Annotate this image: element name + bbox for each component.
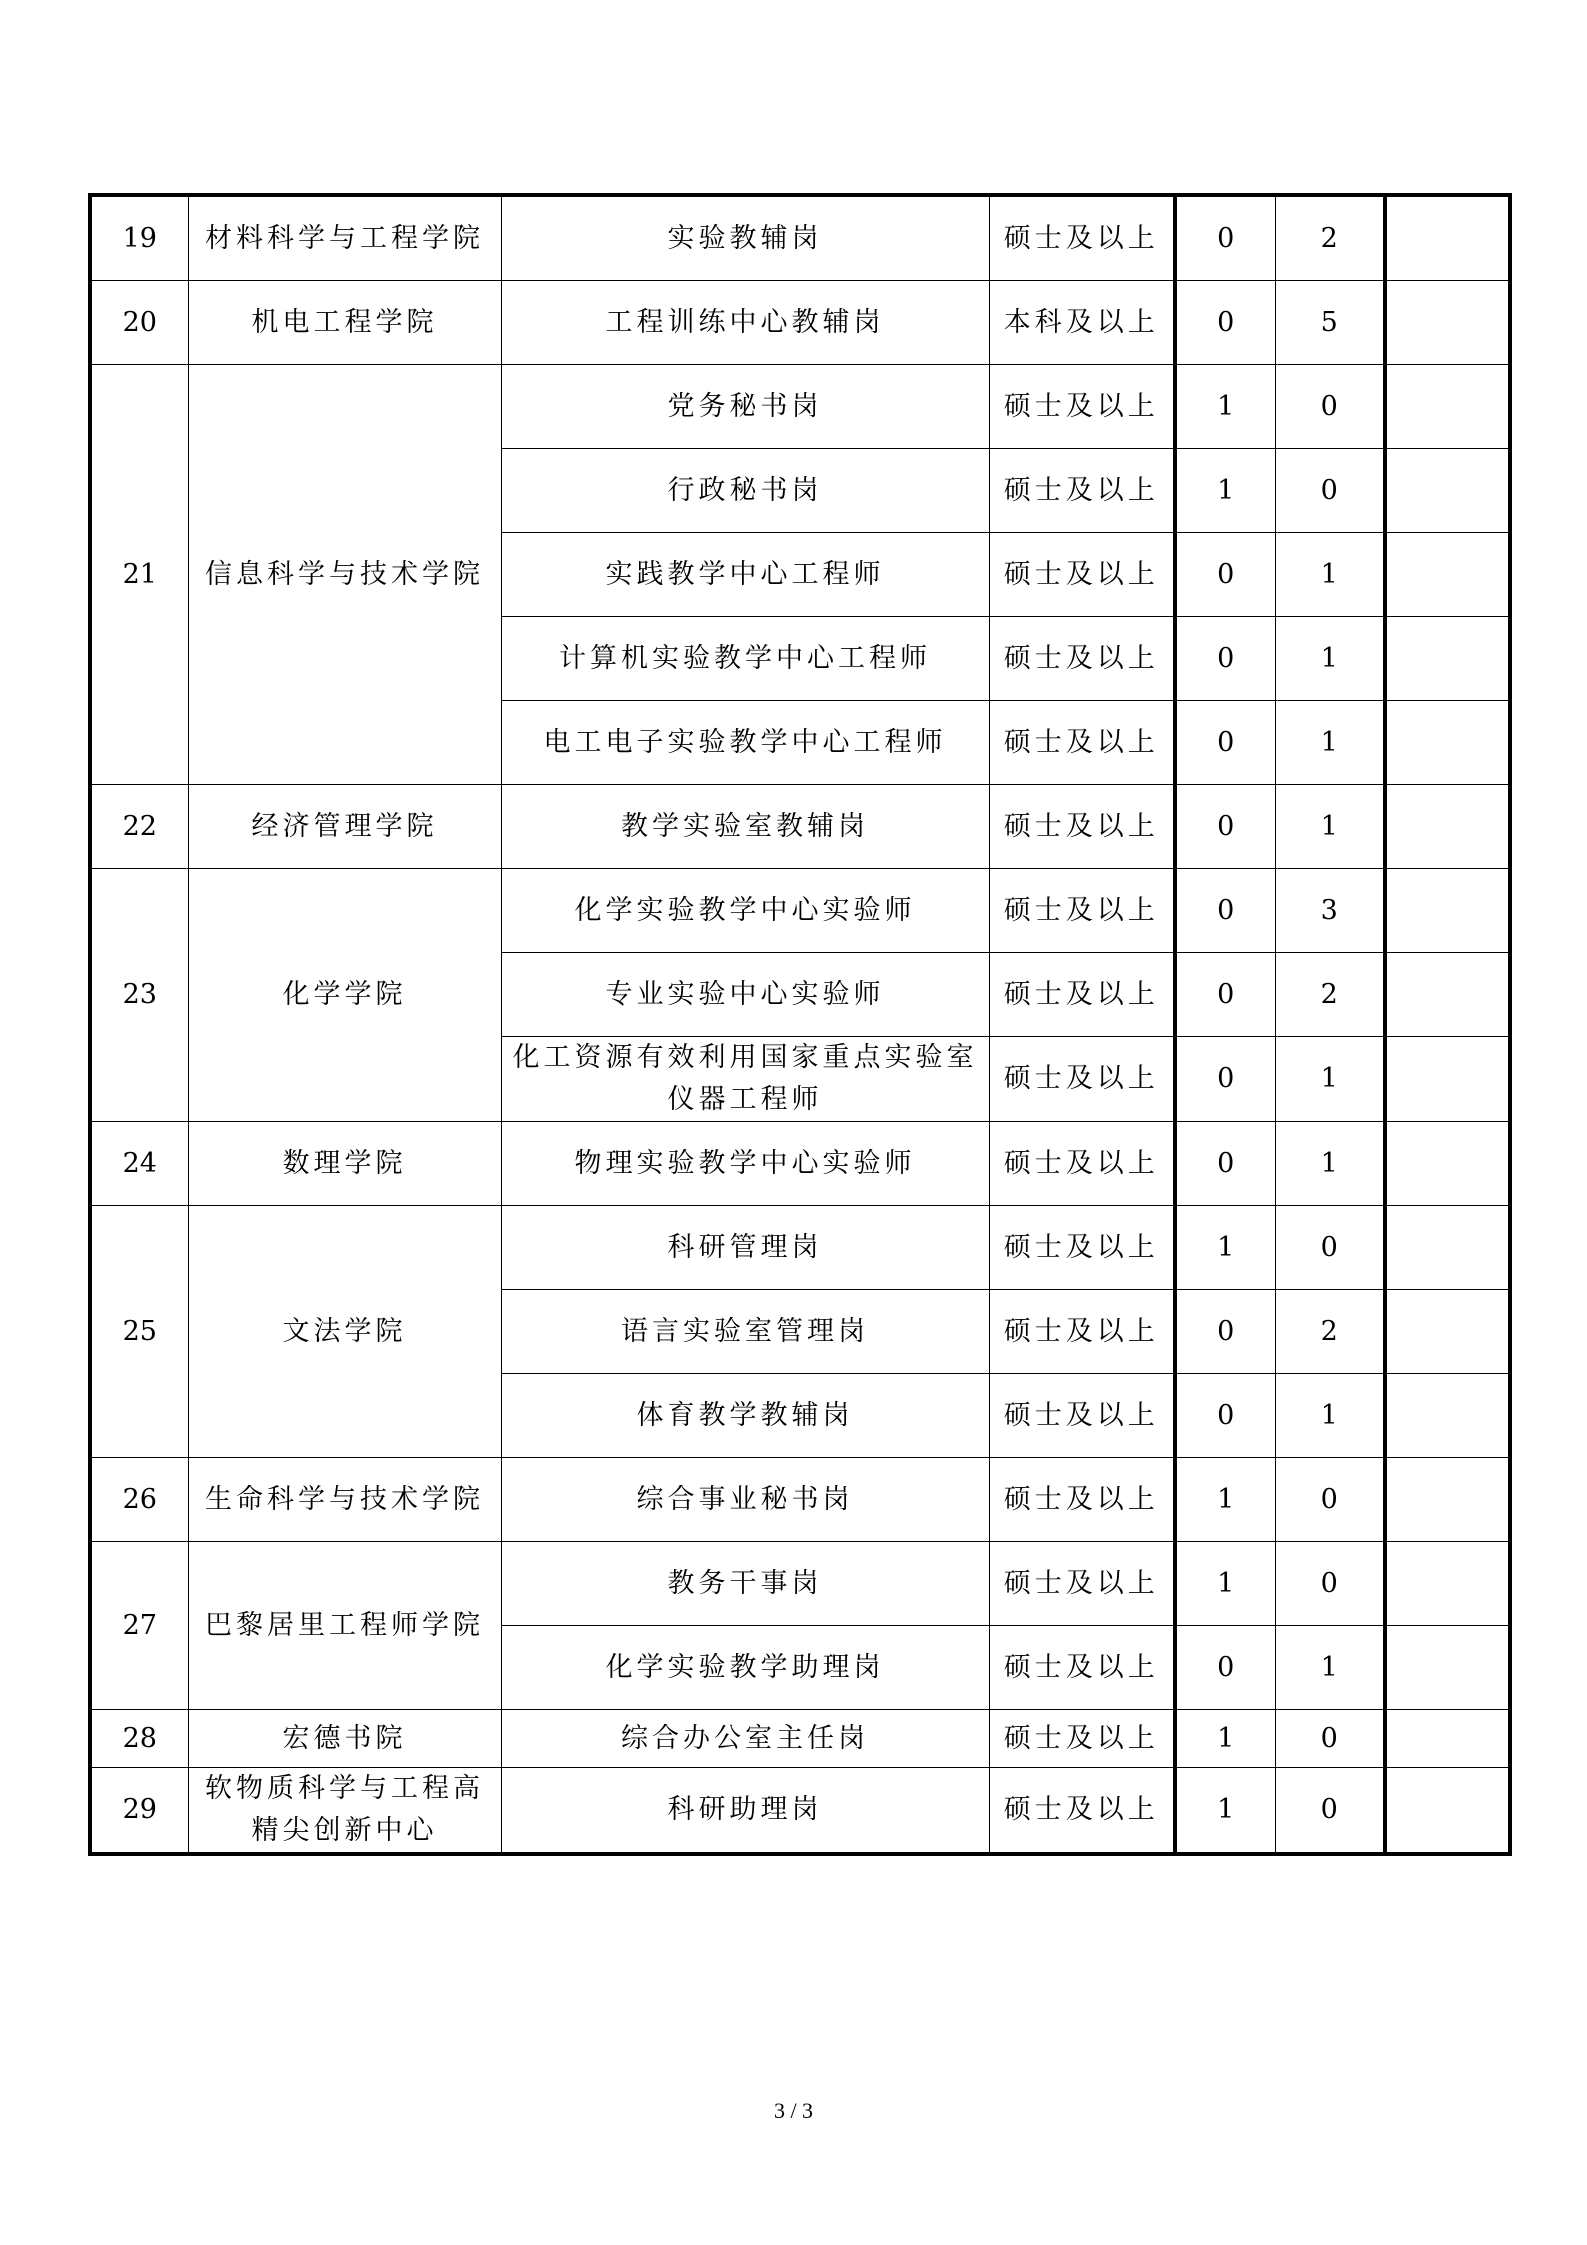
remark-cell — [1385, 1122, 1510, 1206]
count-cell-1: 1 — [1175, 1768, 1275, 1855]
college-cell: 宏德书院 — [188, 1710, 501, 1768]
row-number: 23 — [90, 869, 188, 1122]
post-cell: 计算机实验教学中心工程师 — [501, 617, 989, 701]
remark-cell — [1385, 1037, 1510, 1122]
row-number: 28 — [90, 1710, 188, 1768]
count-cell-1: 0 — [1175, 281, 1275, 365]
remark-cell — [1385, 365, 1510, 449]
education-cell: 本科及以上 — [989, 281, 1175, 365]
count-cell-1: 1 — [1175, 1206, 1275, 1290]
count-cell-2: 1 — [1275, 1122, 1385, 1206]
post-cell: 综合事业秘书岗 — [501, 1458, 989, 1542]
education-cell: 硕士及以上 — [989, 1626, 1175, 1710]
row-number: 26 — [90, 1458, 188, 1542]
count-cell-2: 0 — [1275, 449, 1385, 533]
count-cell-2: 1 — [1275, 617, 1385, 701]
count-cell-2: 2 — [1275, 195, 1385, 281]
count-cell-2: 1 — [1275, 1374, 1385, 1458]
table-row — [90, 1206, 1510, 1290]
count-cell-2: 0 — [1275, 1206, 1385, 1290]
table-row — [90, 281, 1510, 365]
row-number: 19 — [90, 195, 188, 281]
count-cell-2: 0 — [1275, 365, 1385, 449]
post-cell: 实践教学中心工程师 — [501, 533, 989, 617]
education-cell: 硕士及以上 — [989, 449, 1175, 533]
count-cell-1: 0 — [1175, 953, 1275, 1037]
count-cell-2: 0 — [1275, 1768, 1385, 1855]
page-number: 3 / 3 — [773, 2098, 814, 2123]
count-cell-2: 1 — [1275, 1037, 1385, 1122]
education-cell: 硕士及以上 — [989, 365, 1175, 449]
count-cell-2: 1 — [1275, 701, 1385, 785]
post-cell: 科研助理岗 — [501, 1768, 989, 1855]
post-cell: 化工资源有效利用国家重点实验室仪器工程师 — [501, 1037, 989, 1122]
education-cell: 硕士及以上 — [989, 1037, 1175, 1122]
education-cell: 硕士及以上 — [989, 1374, 1175, 1458]
count-cell-1: 1 — [1175, 1542, 1275, 1626]
remark-cell — [1385, 953, 1510, 1037]
row-number: 29 — [90, 1768, 188, 1855]
college-cell: 数理学院 — [188, 1122, 501, 1206]
row-number: 21 — [90, 365, 188, 785]
post-cell: 专业实验中心实验师 — [501, 953, 989, 1037]
education-cell: 硕士及以上 — [989, 1710, 1175, 1768]
post-cell: 教学实验室教辅岗 — [501, 785, 989, 869]
count-cell-2: 5 — [1275, 281, 1385, 365]
count-cell-1: 1 — [1175, 1458, 1275, 1542]
remark-cell — [1385, 1768, 1510, 1855]
college-cell: 文法学院 — [188, 1206, 501, 1458]
count-cell-2: 1 — [1275, 1626, 1385, 1710]
education-cell: 硕士及以上 — [989, 1122, 1175, 1206]
row-number: 20 — [90, 281, 188, 365]
education-cell: 硕士及以上 — [989, 1458, 1175, 1542]
college-cell: 材料科学与工程学院 — [188, 195, 501, 281]
education-cell: 硕士及以上 — [989, 195, 1175, 281]
count-cell-1: 0 — [1175, 785, 1275, 869]
education-cell: 硕士及以上 — [989, 701, 1175, 785]
remark-cell — [1385, 1542, 1510, 1626]
count-cell-1: 0 — [1175, 533, 1275, 617]
row-number: 22 — [90, 785, 188, 869]
table-row — [90, 1458, 1510, 1542]
count-cell-1: 0 — [1175, 1122, 1275, 1206]
post-cell: 体育教学教辅岗 — [501, 1374, 989, 1458]
education-cell: 硕士及以上 — [989, 1542, 1175, 1626]
table-row — [90, 1122, 1510, 1206]
remark-cell — [1385, 1626, 1510, 1710]
remark-cell — [1385, 195, 1510, 281]
college-cell: 巴黎居里工程师学院 — [188, 1542, 501, 1710]
count-cell-2: 2 — [1275, 1290, 1385, 1374]
table-row — [90, 195, 1510, 281]
education-cell: 硕士及以上 — [989, 785, 1175, 869]
count-cell-1: 1 — [1175, 1710, 1275, 1768]
count-cell-1: 0 — [1175, 1037, 1275, 1122]
count-cell-1: 1 — [1175, 449, 1275, 533]
remark-cell — [1385, 617, 1510, 701]
post-cell: 教务干事岗 — [501, 1542, 989, 1626]
remark-cell — [1385, 1206, 1510, 1290]
post-cell: 行政秘书岗 — [501, 449, 989, 533]
education-cell: 硕士及以上 — [989, 1290, 1175, 1374]
positions-table — [88, 193, 1512, 1856]
count-cell-1: 0 — [1175, 1626, 1275, 1710]
remark-cell — [1385, 533, 1510, 617]
count-cell-1: 0 — [1175, 1290, 1275, 1374]
row-number: 25 — [90, 1206, 188, 1458]
college-cell: 化学学院 — [188, 869, 501, 1122]
count-cell-2: 1 — [1275, 785, 1385, 869]
count-cell-2: 2 — [1275, 953, 1385, 1037]
education-cell: 硕士及以上 — [989, 953, 1175, 1037]
post-cell: 化学实验教学助理岗 — [501, 1626, 989, 1710]
post-cell: 实验教辅岗 — [501, 195, 989, 281]
count-cell-1: 0 — [1175, 617, 1275, 701]
post-cell: 科研管理岗 — [501, 1206, 989, 1290]
table-row — [90, 785, 1510, 869]
college-cell: 机电工程学院 — [188, 281, 501, 365]
education-cell: 硕士及以上 — [989, 533, 1175, 617]
count-cell-2: 1 — [1275, 533, 1385, 617]
college-cell: 生命科学与技术学院 — [188, 1458, 501, 1542]
table-row — [90, 1768, 1510, 1855]
table-row — [90, 869, 1510, 953]
count-cell-1: 0 — [1175, 195, 1275, 281]
remark-cell — [1385, 449, 1510, 533]
education-cell: 硕士及以上 — [989, 1768, 1175, 1855]
remark-cell — [1385, 785, 1510, 869]
table-row — [90, 365, 1510, 449]
row-number: 27 — [90, 1542, 188, 1710]
post-cell: 物理实验教学中心实验师 — [501, 1122, 989, 1206]
remark-cell — [1385, 701, 1510, 785]
education-cell: 硕士及以上 — [989, 617, 1175, 701]
count-cell-1: 0 — [1175, 701, 1275, 785]
post-cell: 化学实验教学中心实验师 — [501, 869, 989, 953]
remark-cell — [1385, 1374, 1510, 1458]
remark-cell — [1385, 1710, 1510, 1768]
table-row — [90, 1710, 1510, 1768]
college-cell: 信息科学与技术学院 — [188, 365, 501, 785]
college-cell: 经济管理学院 — [188, 785, 501, 869]
education-cell: 硕士及以上 — [989, 1206, 1175, 1290]
row-number: 24 — [90, 1122, 188, 1206]
count-cell-1: 0 — [1175, 869, 1275, 953]
remark-cell — [1385, 1290, 1510, 1374]
education-cell: 硕士及以上 — [989, 869, 1175, 953]
table-row — [90, 1542, 1510, 1626]
post-cell: 电工电子实验教学中心工程师 — [501, 701, 989, 785]
post-cell: 党务秘书岗 — [501, 365, 989, 449]
count-cell-2: 3 — [1275, 869, 1385, 953]
count-cell-2: 0 — [1275, 1542, 1385, 1626]
count-cell-2: 0 — [1275, 1710, 1385, 1768]
remark-cell — [1385, 281, 1510, 365]
post-cell: 语言实验室管理岗 — [501, 1290, 989, 1374]
remark-cell — [1385, 869, 1510, 953]
post-cell: 综合办公室主任岗 — [501, 1710, 989, 1768]
count-cell-2: 0 — [1275, 1458, 1385, 1542]
college-cell: 软物质科学与工程高精尖创新中心 — [188, 1768, 501, 1855]
count-cell-1: 0 — [1175, 1374, 1275, 1458]
count-cell-1: 1 — [1175, 365, 1275, 449]
remark-cell — [1385, 1458, 1510, 1542]
post-cell: 工程训练中心教辅岗 — [501, 281, 989, 365]
